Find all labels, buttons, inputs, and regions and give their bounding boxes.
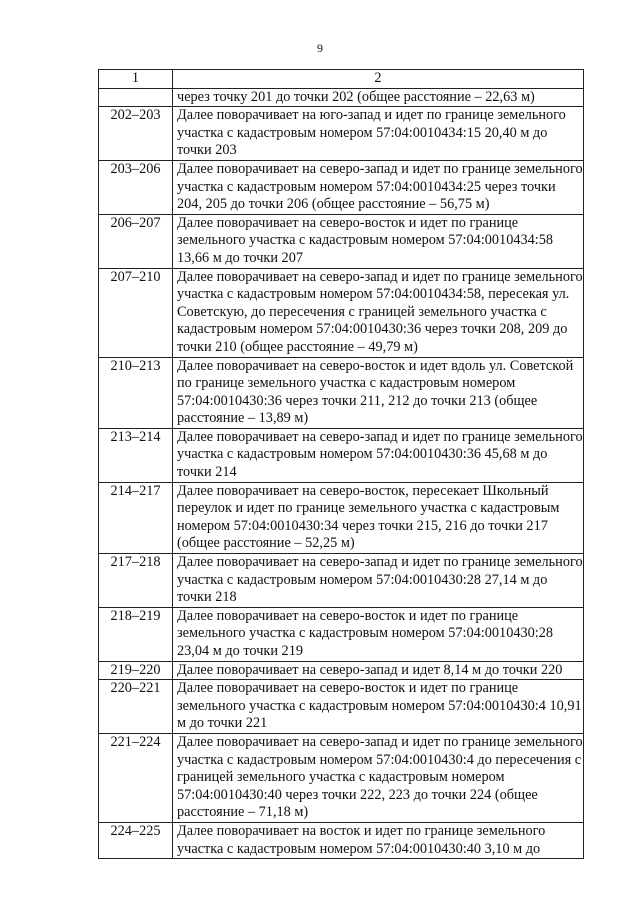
table-row — [99, 357, 584, 428]
segment-cell: 210–213 — [99, 357, 173, 428]
description-cell: Далее поворачивает на северо-восток и идет вдоль ул. Советской по границе земельного участка с кадастровым номером 57:04:0010430:36 через точки 211, 212 до точки 213 (общее расстояние – 13,89 м) — [173, 357, 584, 428]
table-row — [99, 214, 584, 268]
description-cell: через точку 201 до точки 202 (общее расстояние – 22,63 м) — [173, 88, 584, 107]
description-cell: Далее поворачивает на юго-запад и идет по границе земельного участка с кадастровым номером 57:04:0010434:15 20,40 м до точки 203 — [173, 107, 584, 161]
column-header-description: 2 — [173, 70, 584, 89]
table-row — [99, 88, 584, 107]
segment-cell: 218–219 — [99, 607, 173, 661]
table-row — [99, 733, 584, 822]
table-header-row — [99, 70, 584, 89]
segment-cell: 207–210 — [99, 268, 173, 357]
segment-cell — [99, 88, 173, 107]
description-cell: Далее поворачивает на северо-восток и идет по границе земельного участка с кадастровым номером 57:04:0010430:28 23,04 м до точки 219 — [173, 607, 584, 661]
description-cell: Далее поворачивает на северо-запад и идет по границе земельного участка с кадастровым номером 57:04:0010430:28 27,14 м до точки 218 — [173, 554, 584, 608]
page-number: 9 — [317, 41, 323, 55]
table-row — [99, 680, 584, 734]
description-cell: Далее поворачивает на северо-восток и идет по границе земельного участка с кадастровым номером 57:04:0010430:4 10,91 м до точки 221 — [173, 680, 584, 734]
table-row — [99, 607, 584, 661]
table-row — [99, 822, 584, 858]
table-row — [99, 661, 584, 680]
description-cell: Далее поворачивает на восток и идет по границе земельного участка с кадастровым номером 57:04:0010430:40 3,10 м до — [173, 822, 584, 858]
boundary-table — [98, 69, 584, 859]
segment-cell: 221–224 — [99, 733, 173, 822]
segment-cell: 219–220 — [99, 661, 173, 680]
table-row — [99, 554, 584, 608]
segment-cell: 202–203 — [99, 107, 173, 161]
table-row — [99, 268, 584, 357]
segment-cell: 213–214 — [99, 428, 173, 482]
description-cell: Далее поворачивает на северо-восток, пересекает Школьный переулок и идет по границе земельного участка с кадастровым номером 57:04:0010430:34 через точки 215, 216 до точки 217 (общее расстояние – 52,25 м) — [173, 482, 584, 553]
table-row — [99, 428, 584, 482]
description-cell: Далее поворачивает на северо-восток и идет по границе земельного участка с кадастровым номером 57:04:0010434:58 13,66 м до точки 207 — [173, 214, 584, 268]
description-cell: Далее поворачивает на северо-запад и идет по границе земельного участка с кадастровым номером 57:04:0010430:4 до пересечения с границей земельного участка с кадастровым номером 57:04:0010430:40 через точки 222, 223 до точки 224 (общее расстояние – 71,18 м) — [173, 733, 584, 822]
segment-cell: 203–206 — [99, 160, 173, 214]
description-cell: Далее поворачивает на северо-запад и идет по границе земельного участка с кадастровым номером 57:04:0010430:36 45,68 м до точки 214 — [173, 428, 584, 482]
table-row — [99, 107, 584, 161]
description-cell: Далее поворачивает на северо-запад и идет 8,14 м до точки 220 — [173, 661, 584, 680]
table-row — [99, 160, 584, 214]
segment-cell: 206–207 — [99, 214, 173, 268]
description-cell: Далее поворачивает на северо-запад и идет по границе земельного участка с кадастровым номером 57:04:0010434:58, пересекая ул. Советскую, до пересечения с границей земельного участка с кадастровым номером 57:04:0010430:36 через точки 208, 209 до точки 210 (общее расстояние – 49,79 м) — [173, 268, 584, 357]
segment-cell: 214–217 — [99, 482, 173, 553]
description-cell: Далее поворачивает на северо-запад и идет по границе земельного участка с кадастровым номером 57:04:0010434:25 через точки 204, 205 до точки 206 (общее расстояние – 56,75 м) — [173, 160, 584, 214]
table-row — [99, 482, 584, 553]
segment-cell: 220–221 — [99, 680, 173, 734]
segment-cell: 217–218 — [99, 554, 173, 608]
segment-cell: 224–225 — [99, 822, 173, 858]
column-header-segment: 1 — [99, 70, 173, 89]
